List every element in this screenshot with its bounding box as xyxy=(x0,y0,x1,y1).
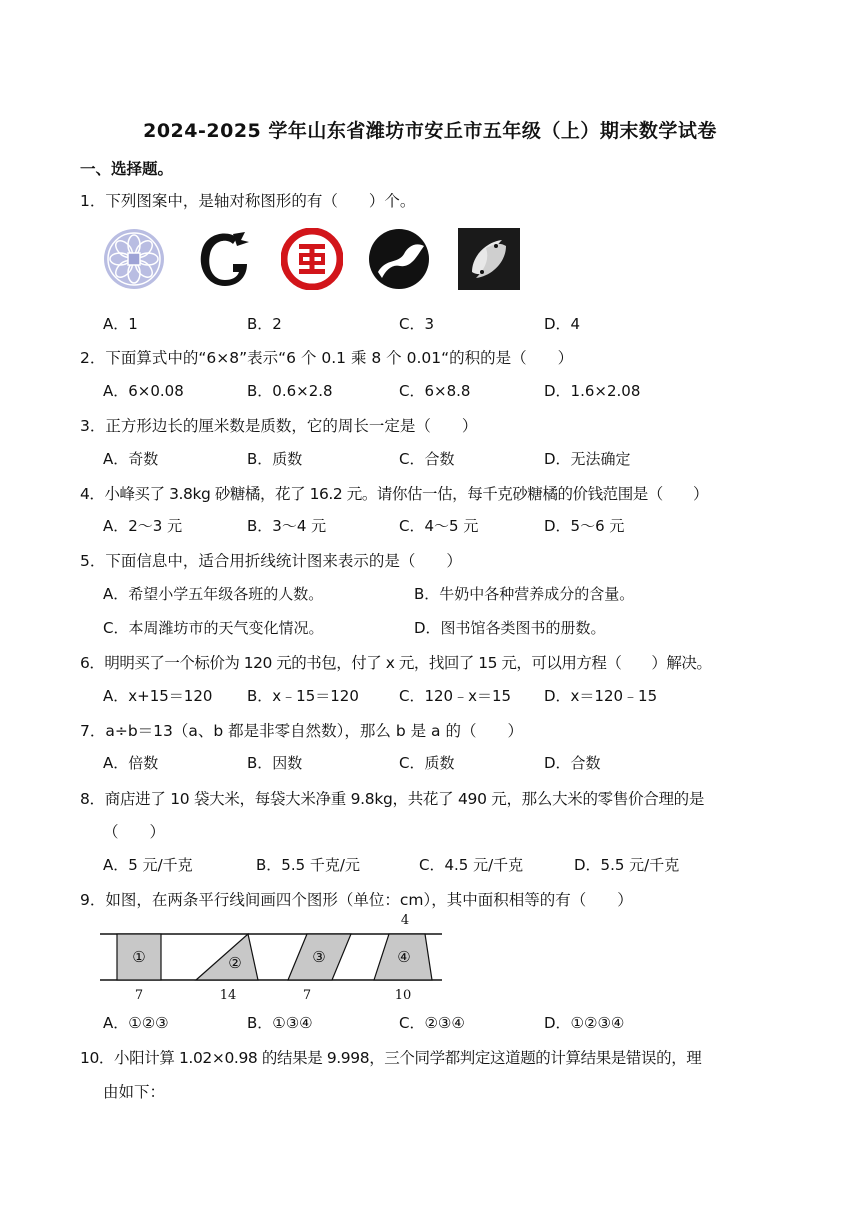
option-c[interactable]: C．120﹣x＝15 xyxy=(399,687,512,705)
parallel-lines-figure xyxy=(100,912,442,1004)
dragon-g-icon xyxy=(193,228,255,290)
shape-2-base-label: 14 xyxy=(219,988,237,1003)
option-c[interactable]: C．4.5 元/千克 xyxy=(419,856,524,874)
option-a[interactable]: A．6×0.08 xyxy=(103,382,184,400)
shape-2-triangle xyxy=(196,934,258,980)
option-b[interactable]: B．3～4 元 xyxy=(247,517,327,535)
option-c[interactable]: C．4～5 元 xyxy=(399,517,479,535)
option-a[interactable]: A．1 xyxy=(103,315,138,333)
option-c[interactable]: C．本周潍坊市的天气变化情况。 xyxy=(103,619,324,637)
option-d[interactable]: D．5～6 元 xyxy=(544,517,625,535)
twin-fish-icon xyxy=(458,228,520,290)
question-10-text: 10．小阳计算 1.02×0.98 的结果是 9.998，三个同学都判定这道题的计算结果是错误的，理 xyxy=(80,1049,702,1067)
option-c[interactable]: C．②③④ xyxy=(399,1014,465,1032)
option-a[interactable]: A．倍数 xyxy=(103,754,159,772)
shape-3-base-label: 7 xyxy=(302,988,312,1003)
shape-3-label: ③ xyxy=(312,948,326,966)
question-3-text: 3．正方形边长的厘米数是质数，它的周长一定是（ ） xyxy=(80,417,478,435)
option-a[interactable]: A．①②③ xyxy=(103,1014,169,1032)
option-a[interactable]: A．奇数 xyxy=(103,450,159,468)
question-4-options xyxy=(103,515,803,537)
shape-1-label: ① xyxy=(132,948,146,966)
option-d[interactable]: D．4 xyxy=(544,315,581,333)
question-5-options-row-2 xyxy=(103,617,803,639)
question-9-options xyxy=(103,1012,803,1034)
bank-logo-icon xyxy=(281,228,343,290)
figure-top-label: 4 xyxy=(400,913,410,928)
question-3-options xyxy=(103,448,803,470)
option-a[interactable]: A．5 元/千克 xyxy=(103,856,193,874)
option-b[interactable]: B．5.5 千克/元 xyxy=(256,856,360,874)
option-a[interactable]: A．希望小学五年级各班的人数。 xyxy=(103,585,324,603)
question-1-text: 1．下列图案中，是轴对称图形的有（ ）个。 xyxy=(80,192,416,210)
question-8-options xyxy=(103,854,803,876)
question-10-text-continued: 由如下： xyxy=(103,1083,166,1101)
option-a[interactable]: A．2～3 元 xyxy=(103,517,183,535)
option-b[interactable]: B．x﹣15＝120 xyxy=(247,687,359,705)
question-1-options xyxy=(103,313,803,335)
option-c[interactable]: C．质数 xyxy=(399,754,455,772)
flower-medallion-icon xyxy=(103,228,165,290)
option-d[interactable]: D．图书馆各类图书的册数。 xyxy=(414,619,606,637)
shape-1-base-label: 7 xyxy=(134,988,144,1003)
question-1-figures xyxy=(103,228,533,292)
option-b[interactable]: B．0.6×2.8 xyxy=(247,382,333,400)
option-d[interactable]: D．x＝120﹣15 xyxy=(544,687,658,705)
option-d[interactable]: D．5.5 元/千克 xyxy=(574,856,680,874)
shape-4-base-label: 10 xyxy=(394,988,412,1003)
option-b[interactable]: B．质数 xyxy=(247,450,303,468)
option-d[interactable]: D．无法确定 xyxy=(544,450,631,468)
question-8-text: 8．商店进了 10 袋大米，每袋大米净重 9.8kg，共花了 490 元，那么大米的零售价合理的是 xyxy=(80,790,705,808)
option-c[interactable]: C．合数 xyxy=(399,450,455,468)
question-6-options xyxy=(103,685,803,707)
question-5-options-row-1 xyxy=(103,583,803,605)
question-7-text: 7．a÷b＝13（a、b 都是非零自然数），那么 b 是 a 的（ ） xyxy=(80,722,523,740)
question-4-text: 4．小峰买了 3.8kg 砂糖橘，花了 16.2 元。请你估一估，每千克砂糖橘的价钱范围是（ ） xyxy=(80,485,708,503)
shape-4-label: ④ xyxy=(397,948,411,966)
option-b[interactable]: B．2 xyxy=(247,315,282,333)
option-b[interactable]: B．因数 xyxy=(247,754,303,772)
question-7-options xyxy=(103,752,803,774)
option-d[interactable]: D．合数 xyxy=(544,754,601,772)
question-6-text: 6．明明买了一个标价为 120 元的书包，付了 x 元，找回了 15 元，可以用方程（ ）解决。 xyxy=(80,654,712,672)
question-5-text: 5．下面信息中，适合用折线统计图来表示的是（ ） xyxy=(80,552,462,570)
section-heading: 一、选择题。 xyxy=(80,160,174,178)
option-c[interactable]: C．3 xyxy=(399,315,435,333)
option-c[interactable]: C．6×8.8 xyxy=(399,382,471,400)
option-d[interactable]: D．①②③④ xyxy=(544,1014,625,1032)
page-title: 2024-2025 学年山东省潍坊市安丘市五年级（上）期末数学试卷 xyxy=(143,120,717,142)
shape-2-label: ② xyxy=(228,954,242,972)
question-9-text: 9．如图，在两条平行线间画四个图形（单位：cm），其中面积相等的有（ ） xyxy=(80,891,633,909)
question-8-text-continued: （ ） xyxy=(103,823,166,841)
option-a[interactable]: A．x+15＝120 xyxy=(103,687,213,705)
option-d[interactable]: D．1.6×2.08 xyxy=(544,382,641,400)
option-b[interactable]: B．①③④ xyxy=(247,1014,313,1032)
yin-yang-swirl-icon xyxy=(368,228,430,290)
question-2-options xyxy=(103,380,803,402)
question-2-text: 2．下面算式中的“6×8”表示“6 个 0.1 乘 8 个 0.01“的积的是（ ） xyxy=(80,349,574,367)
option-b[interactable]: B．牛奶中各种营养成分的含量。 xyxy=(414,585,635,603)
